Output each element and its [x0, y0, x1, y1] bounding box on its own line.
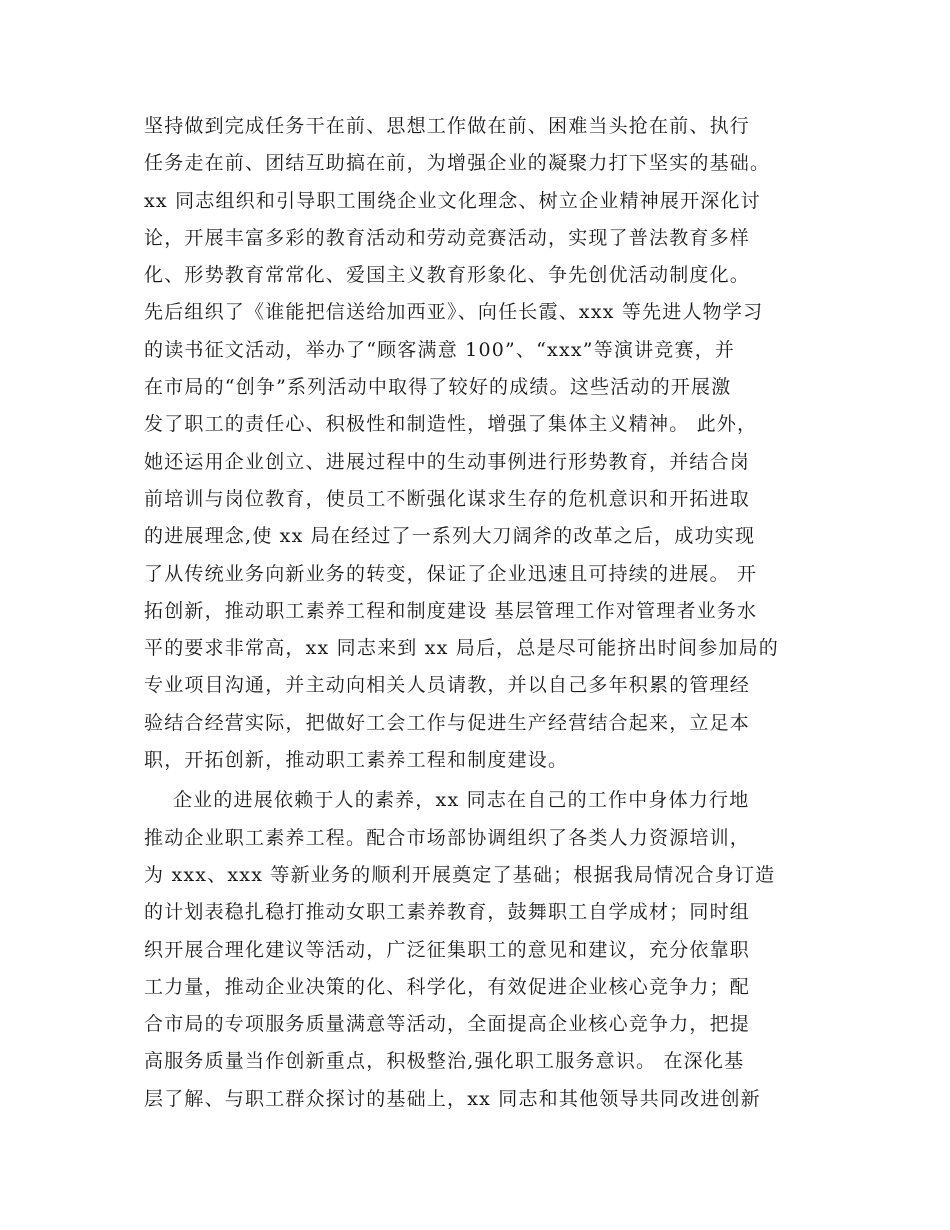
text-line: 平的要求非常高，xx 同志来到 xx 局后，总是尽可能挤出时间参加局的: [144, 637, 779, 660]
text-line: 织开展合理化建议等活动，广泛征集职工的意见和建议，充分依靠职: [144, 938, 751, 961]
document-body: [144, 108, 814, 1118]
text-line: 在市局的“创争”系列活动中取得了较好的成绩。这些活动的开展激: [144, 376, 732, 399]
paragraph-2: [144, 782, 814, 1118]
text-line: 的进展理念,使 xx 局在经过了一系列大刀阔斧的改革之后，成功实现: [144, 525, 756, 548]
text-line: 的计划表稳扎稳打推动女职工素养教育，鼓舞职工自学成材；同时组: [144, 901, 751, 924]
text-line: 她还运用企业创立、进展过程中的生动事例进行形势教育，并结合岗: [144, 450, 751, 473]
text-line: 论，开展丰富多彩的教育活动和劳动竞赛活动，实现了普法教育多样: [144, 226, 751, 249]
text-line: 合市局的专项服务质量满意等活动，全面提高企业核心竞争力，把提: [144, 1013, 751, 1036]
text-line: 拓创新，推动职工素养工程和制度建设 基层管理工作对管理者业务水: [144, 599, 758, 622]
text-line: 了从传统业务向新业务的转变，保证了企业迅速且可持续的进展。 开: [144, 562, 758, 585]
text-line: 推动企业职工素养工程。配合市场部协调组织了各类人力资源培训，: [144, 826, 751, 849]
text-line: 先后组织了《谁能把信送给加西亚》、向任长霞、xxx 等先进人物学习: [144, 301, 764, 324]
text-line: 高服务质量当作创新重点，积极整治,强化职工服务意识。 在深化基: [144, 1050, 745, 1073]
text-line: 前培训与岗位教育，使员工不断强化谋求生存的危机意识和开拓进取: [144, 487, 751, 510]
text-line: 为 xxx、xxx 等新业务的顺利开展奠定了基础；根据我局情况合身订造: [144, 863, 776, 886]
text-line: 验结合经营实际，把做好工会工作与促进生产经营结合起来，立足本: [144, 711, 751, 734]
text-line: 坚持做到完成任务干在前、思想工作做在前、困难当头抢在前、执行: [144, 115, 751, 137]
text-line: 企业的进展依赖于人的素养，xx 同志在自己的工作中身体力行地: [144, 789, 750, 812]
paragraph-1: [144, 108, 814, 779]
text-line: 任务走在前、团结互助搞在前，为增强企业的凝聚力打下坚实的基础。: [144, 152, 771, 175]
text-line: 化、形势教育常常化、爱国主义教育形象化、争先创优活动制度化。: [144, 264, 751, 287]
text-line: 专业项目沟通，并主动向相关人员请教，并以自己多年积累的管理经: [144, 674, 751, 697]
text-line: 工力量，推动企业决策的化、科学化，有效促进企业核心竞争力；配: [144, 975, 751, 998]
text-line: 的读书征文活动，举办了“顾客满意 100”、“xxx”等演讲竞赛，并: [144, 338, 736, 361]
text-line: 职，开拓创新，推动职工素养工程和制度建设。: [144, 749, 569, 772]
text-line: 层了解、与职工群众探讨的基础上，xx 同志和其他领导共同改进创新: [144, 1087, 761, 1110]
text-line: 发了职工的责任心、积极性和制造性，增强了集体主义精神。 此外，: [144, 413, 758, 436]
text-line: xx 同志组织和引导职工围绕企业文化理念、树立企业精神展开深化讨: [144, 189, 761, 212]
